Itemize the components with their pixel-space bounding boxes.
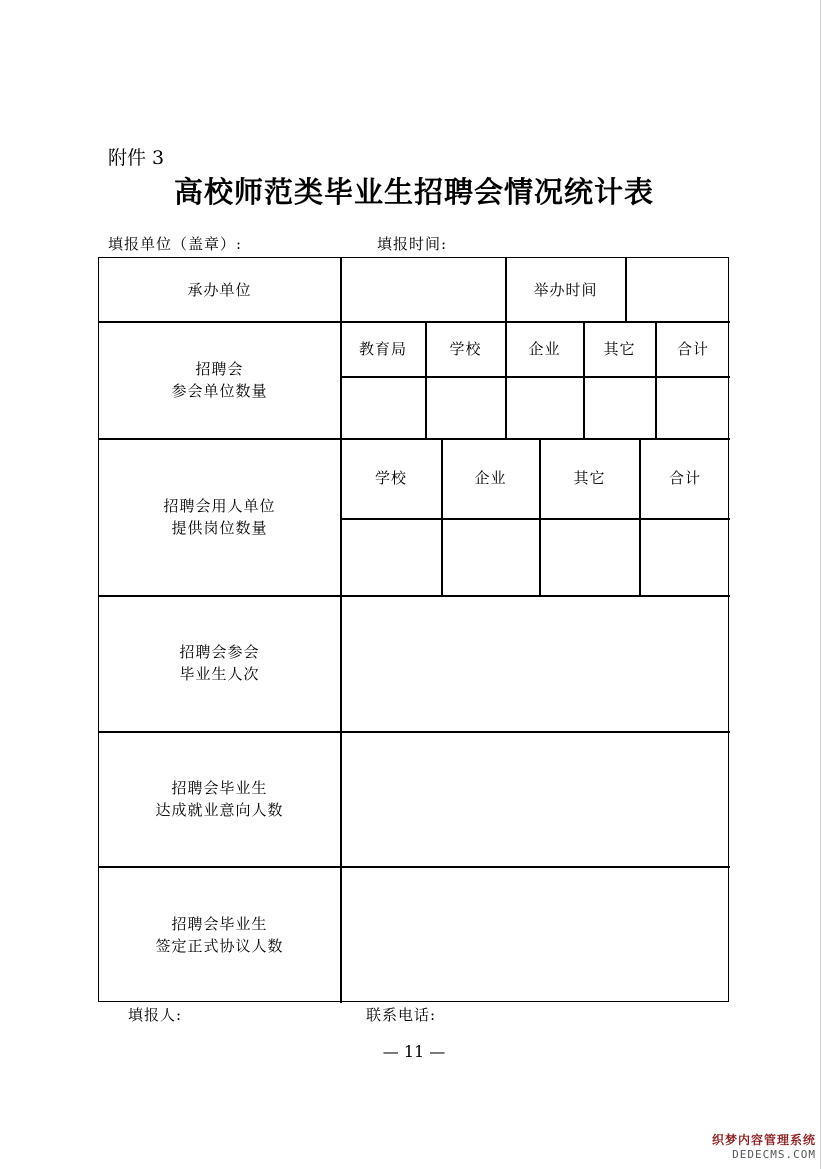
contact-phone-label: 联系电话: [366, 1006, 437, 1024]
col-header-school: 学校 [449, 339, 482, 358]
formal-agreement-label: 招聘会毕业生 签定正式协议人数 [155, 914, 284, 955]
document-title: 高校师范类毕业生招聘会情况统计表 [173, 175, 654, 209]
watermark [712, 1131, 816, 1161]
col-header-enterprise: 企业 [528, 339, 561, 358]
col-header-education-bureau: 教育局 [358, 339, 407, 358]
watermark-text-en: DEDECMS.COM [732, 1148, 816, 1161]
col-header-school: 学校 [374, 469, 407, 487]
statistics-table [98, 257, 729, 1002]
subrow-divider [341, 376, 730, 378]
filler-unit-label: 填报单位（盖章）: [108, 235, 243, 253]
position-count-label: 招聘会用人单位 提供岗位数量 [163, 496, 276, 537]
graduate-attendance-label: 招聘会参会 毕业生人次 [179, 643, 260, 683]
subrow-divider [341, 518, 730, 520]
participant-count-label: 招聘会 参会单位数量 [171, 359, 268, 400]
col-header-other: 其它 [573, 469, 606, 487]
attachment-label: 附件 3 [108, 147, 165, 169]
col-header-total: 合计 [676, 339, 709, 358]
cell-divider [625, 258, 627, 321]
filler-label: 填报人: [128, 1006, 183, 1024]
employment-intent-label: 招聘会毕业生 达成就业意向人数 [155, 778, 284, 819]
host-unit-label: 承办单位 [187, 280, 252, 299]
col-header-enterprise: 企业 [474, 469, 507, 487]
page-number: — 11 — [382, 1042, 446, 1061]
col-header-other: 其它 [603, 339, 636, 358]
fill-time-label: 填报时间: [377, 235, 448, 253]
col-header-total: 合计 [668, 469, 701, 487]
hold-time-label: 举办时间 [533, 280, 598, 299]
watermark-text-cn: 织梦内容管理系统 [711, 1133, 816, 1147]
